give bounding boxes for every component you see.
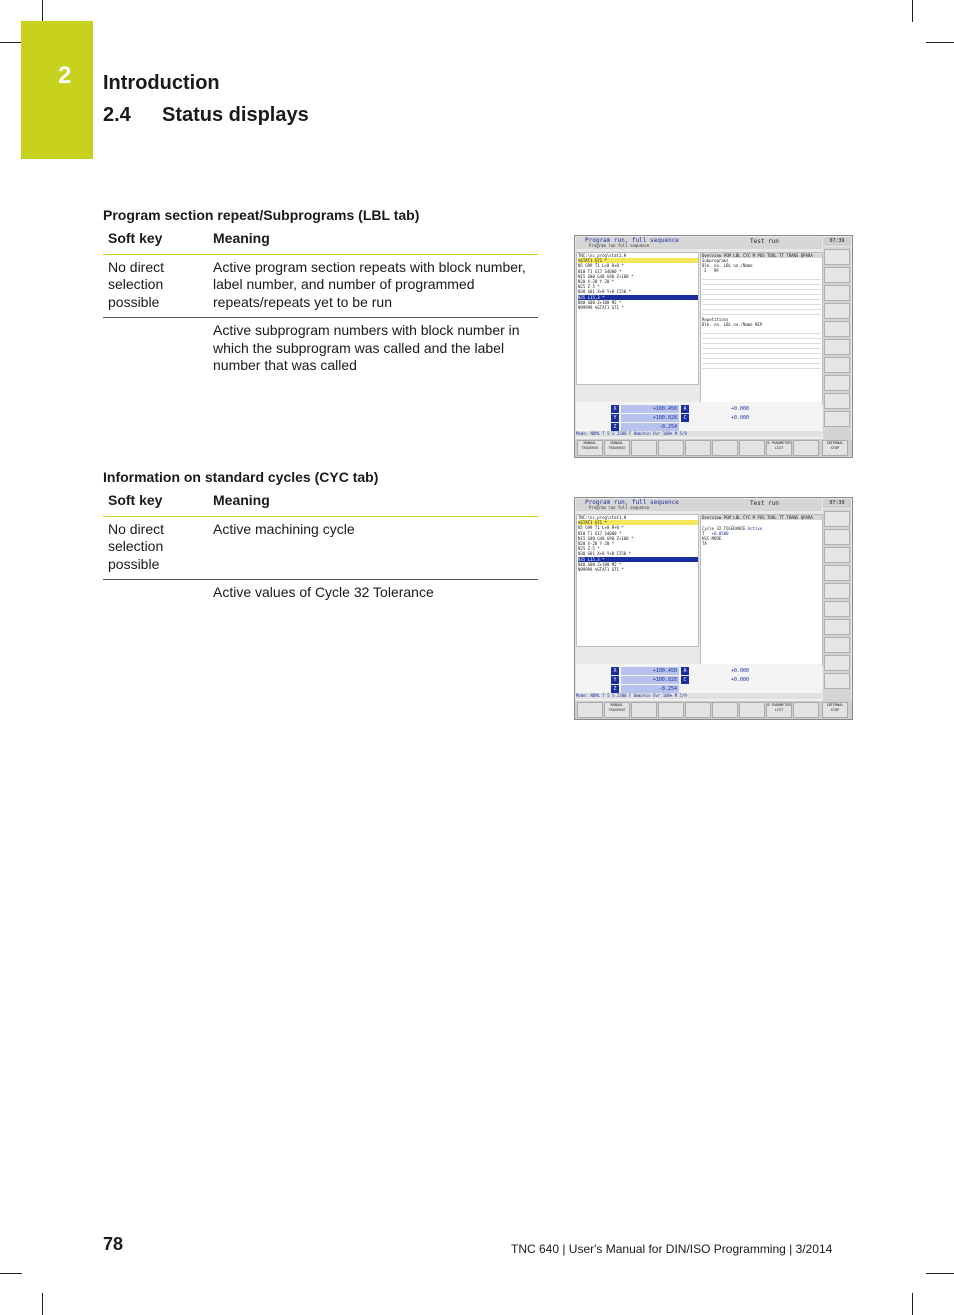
status-bar: Mode: NOML T 5 S 2500 F 0mm/min Ovr 100% M 5/9 [576,693,822,699]
softkey-bar [575,439,852,457]
program-path: TNC:\nc_prog\stat1.H [578,515,627,520]
program-line: N15 G00 G40 G90 Z+100 * [578,535,634,541]
side-button[interactable] [824,375,850,391]
softkey[interactable] [739,702,765,718]
chapter-title: Introduction [103,72,220,94]
program-line: N30 G01 X+0 Y+0 F250 * [578,289,631,295]
side-button[interactable] [824,393,850,409]
col-header-meaning: Meaning [208,489,538,516]
clock: 07:39 [823,237,851,246]
col-header-meaning: Meaning [208,227,538,254]
row-blk: 3 [704,268,707,273]
program-listing [576,252,699,385]
page-number: 78 [103,1234,124,1254]
status-tabs[interactable]: Overview PGM LBL CYC M POS TOOL TT TRANS QPARA [701,253,822,258]
side-button[interactable] [824,411,850,427]
softkey[interactable] [793,440,819,456]
side-button[interactable] [824,655,850,671]
program-line: %STAT1 G71 * [578,520,698,525]
crop-mark [926,42,954,43]
crop-mark [42,1293,43,1315]
status-tabs[interactable]: Overview PGM LBL CYC M POS TOOL TT TRANS QPARA [701,515,822,520]
axis-value: +100.028 [621,676,679,684]
side-button[interactable] [824,357,850,373]
rep-col-rep: REP [755,322,763,327]
axis-row [611,414,751,422]
axis-label: X [611,405,619,413]
mode-subtitle: Program run full sequence [589,505,650,510]
ta-label: TA [702,541,707,546]
side-softkeys [823,247,851,439]
status-bar: Mode: NOML T 5 S 2500 F 0mm/min Ovr 100% M 5/9 [576,431,822,437]
crop-mark [912,1293,913,1315]
program-line: N10 T1 G17 S4000 * [578,268,622,274]
side-button[interactable] [824,285,850,301]
program-line: N10 T1 G17 S4000 * [578,530,622,536]
program-line: N20 X-20 Y-20 * [578,541,615,547]
program-line: N40 G00 Z+100 M2 * [578,561,622,567]
program-line-active: N35 L15,3 * [578,295,698,300]
cyc-heading: Information on standard cycles (CYC tab) [103,469,379,485]
crop-mark [912,0,913,22]
axis-value: -8.254 [621,423,679,431]
table-row [103,254,538,318]
section-number: 2.4 [103,104,131,126]
program-path: TNC:\nc_prog\stat1.H [578,253,627,258]
tnc-screen-cyc [574,497,853,720]
mode-subtitle: Program run full sequence [589,243,650,248]
col-header-softkey: Soft key [103,489,208,516]
softkey[interactable]: 0 PARAMETER LIST [766,702,792,718]
side-button[interactable] [824,511,850,527]
meaning-cell: Active machining cycle [208,516,538,580]
side-button[interactable] [824,529,850,545]
side-button[interactable] [824,673,850,689]
axis-label: A [681,405,689,413]
meaning-cell: Active subprogram numbers with block number in which the subprogram was called and the label number that was called [213,322,520,373]
axis-row [611,667,751,675]
mode-title: Program run, full sequence [585,499,679,506]
program-line: N30 G01 X+0 Y+0 F250 * [578,551,631,557]
softkey[interactable] [658,440,684,456]
mode-title: Program run, full sequence [585,237,679,244]
side-button[interactable] [824,601,850,617]
softkey[interactable] [631,440,657,456]
crop-mark [42,0,43,22]
program-listing [576,514,699,647]
rep-col-blk: Blk. no. [702,322,722,327]
t-value: +0.0500 [711,531,729,536]
softkey[interactable]: 0 PARAMETER LIST [766,440,792,456]
side-button[interactable] [824,583,850,599]
hsc-label: HSC-MODE [702,536,722,541]
meaning-cell: Active program section repeats with block number, label number, and number of programmed repeats/repeats yet to be run [208,254,538,318]
softkey-bar [575,701,852,719]
axis-label: Z [611,685,619,693]
status-panel [700,252,823,404]
axis-label: Y [611,414,619,422]
softkey[interactable] [577,702,603,718]
side-button[interactable] [824,321,850,337]
axis-value: +100.028 [621,414,679,422]
axis-label: C [681,676,689,684]
program-line-active: N35 L15,3 * [578,557,698,562]
col-blk: Blk. no. [702,263,722,268]
program-line: N25 Z-5 * [578,284,600,290]
table-row [103,516,538,580]
section-title: Status displays [162,104,309,126]
repetitions-title: Repetitions [702,317,729,322]
lbl-table [103,227,538,381]
axis-value: +100.450 [621,667,679,675]
table-row [103,580,538,608]
axis-row [611,685,751,693]
side-softkeys [823,509,851,701]
clock: 07:39 [823,499,851,508]
program-line: N99999 %STAT1 G71 * [578,567,624,573]
softkey[interactable] [712,702,738,718]
side-button[interactable] [824,547,850,563]
softkey[interactable] [685,702,711,718]
axis-value: +0.000 [730,668,749,674]
footer-text: TNC 640 | User's Manual for DIN/ISO Programming | 3/2014 [511,1242,833,1256]
axis-label: Y [611,676,619,684]
program-line: N5 G99 T1 L+0 R+0 * [578,525,624,531]
softkey-cell: No direct selection possible [103,254,208,318]
crop-mark [0,42,22,43]
softkey-cell [103,580,208,608]
axis-value: -8.254 [621,685,679,693]
axis-label: C [681,414,689,422]
axis-row [611,676,751,684]
repetitions-grid [702,329,821,369]
side-button[interactable] [824,303,850,319]
softkey-cell: No direct selection possible [103,516,208,580]
axis-value: +0.000 [730,406,749,412]
axis-row [611,423,751,431]
program-line: N20 X-20 Y-20 * [578,279,615,285]
meaning-cell: Active values of Cycle 32 Tolerance [213,584,434,600]
col-header-softkey: Soft key [103,227,208,254]
t-label: T [702,531,705,536]
axis-value: +0.000 [730,415,749,421]
crop-mark [926,1273,954,1274]
program-line: N5 G99 T1 L+0 R+0 * [578,263,624,269]
softkey[interactable] [739,440,765,456]
subprogram-grid [702,275,821,315]
secondary-mode: Test run [750,500,779,507]
cycle-value: Active [747,526,763,531]
side-button[interactable] [824,619,850,635]
axis-label: Z [611,423,619,431]
softkey-cell [103,318,208,381]
lbl-heading: Program section repeat/Subprograms (LBL tab) [103,207,420,223]
tnc-screen-lbl [574,235,853,458]
side-button[interactable] [824,565,850,581]
side-button[interactable] [824,637,850,653]
softkey[interactable]: MANUAL TRAVERSE [604,440,630,456]
crop-mark [0,1273,22,1274]
side-button[interactable] [824,267,850,283]
softkey[interactable] [712,440,738,456]
subprograms-title: Subprograms [702,258,729,263]
side-button[interactable] [824,339,850,355]
rep-col-lbl: LBL no./Name [723,322,753,327]
col-lbl: LBL no./Name [723,263,753,268]
softkey[interactable]: MANUAL TRAVERSE [577,440,603,456]
axis-value: +0.000 [730,677,749,683]
softkey[interactable] [685,440,711,456]
softkey[interactable]: INTERNAL STOP [822,440,848,456]
axis-label: A [681,667,689,675]
axis-value: +100.450 [621,405,679,413]
row-lbl: 99 [713,268,719,273]
softkey[interactable] [658,702,684,718]
chapter-tab [21,21,93,159]
status-panel [700,514,823,666]
program-line: N15 G00 G40 G90 Z+100 * [578,273,634,279]
program-line: %STAT1 G71 * [578,258,698,263]
table-row [103,318,538,381]
cyc-table [103,489,538,608]
program-line: N99999 %STAT1 G71 * [578,305,624,311]
program-line: N25 Z-5 * [578,546,600,552]
axis-row [611,405,751,413]
secondary-mode: Test run [750,238,779,245]
axis-label: X [611,667,619,675]
cycle-label: Cycle 32 TOLERANCE [702,526,746,531]
softkey[interactable]: MANUAL TRAVERSE [604,702,630,718]
softkey[interactable]: INTERNAL STOP [822,702,848,718]
side-button[interactable] [824,249,850,265]
program-line: N40 G00 Z+100 M2 * [578,299,622,305]
softkey[interactable] [631,702,657,718]
softkey[interactable] [793,702,819,718]
chapter-number: 2 [58,62,72,89]
